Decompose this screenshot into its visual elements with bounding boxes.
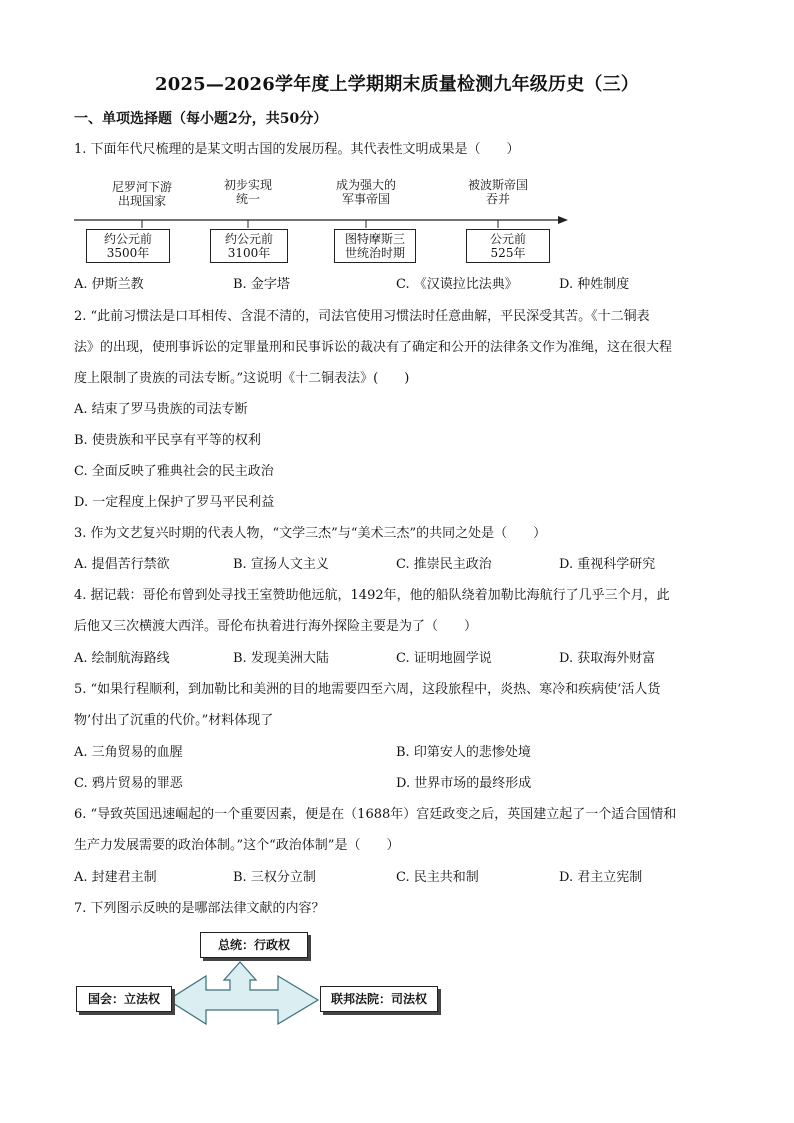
question-4-text-line-1: 4. 据记载：哥伦布曾到处寻找王室赞助他远航，1492年，他的船队绕着加勒比海航行了几乎三个月，此 xyxy=(74,588,670,603)
question-5-text-line-2: 物’付出了沉重的代价。”材料体现了 xyxy=(74,713,274,728)
question-2-text-line-3: 度上限制了贵族的司法专断。”这说明《十二铜表法》( ) xyxy=(74,371,410,386)
q3-option-c: C. 推崇民主政治 xyxy=(396,557,492,572)
q5-option-c: C. 鸦片贸易的罪恶 xyxy=(74,776,183,791)
timeline-event-4-date: 公元前 525年 xyxy=(466,229,550,263)
timeline-event-4-label: 被波斯帝国 吞并 xyxy=(467,178,528,206)
timeline-event-1-label: 尼罗河下游 出现国家 xyxy=(111,180,172,208)
timeline-figure xyxy=(74,170,574,270)
q1-option-d: D. 种姓制度 xyxy=(559,277,630,292)
question-2-text-line-2: 法》的出现，使刑事诉讼的定罪量刑和民事诉讼的裁决有了确定和公开的法律条文作为准绳，这在很大程 xyxy=(74,340,673,355)
q3-option-a: A. 提倡苦行禁欲 xyxy=(74,557,170,572)
q5-option-b: B. 印第安人的悲惨处境 xyxy=(396,745,531,760)
timeline-event-3-date: 图特摩斯三 世统治时期 xyxy=(334,229,416,263)
q2-option-c: C. 全面反映了雅典社会的民主政治 xyxy=(74,464,274,479)
q1-option-c: C. 《汉谟拉比法典》 xyxy=(396,277,518,292)
diagram-box-legislative: 国会：立法权 xyxy=(76,986,172,1012)
q4-option-a: A. 绘制航海路线 xyxy=(74,651,170,666)
q4-option-b: B. 发现美洲大陆 xyxy=(233,651,329,666)
timeline-event-2-date: 约公元前 3100年 xyxy=(210,229,288,263)
q6-option-a: A. 封建君主制 xyxy=(74,870,157,885)
question-7-text: 7. 下列图示反映的是哪部法律文献的内容？ xyxy=(74,901,325,916)
timeline-event-2-label: 初步实现 统一 xyxy=(223,178,272,206)
q6-option-c: C. 民主共和制 xyxy=(396,870,479,885)
q3-option-d: D. 重视科学研究 xyxy=(559,557,656,572)
q4-option-d: D. 获取海外财富 xyxy=(559,651,656,666)
q6-option-b: B. 三权分立制 xyxy=(233,870,316,885)
diagram-box-judicial: 联邦法院：司法权 xyxy=(320,986,438,1012)
q1-option-b: B. 金字塔 xyxy=(233,277,290,292)
question-5-text-line-1: 5. “如果行程顺利，到加勒比和美洲的目的地需要四至六周，这段旅程中，炎热、寒冷和疾病使‘活人货 xyxy=(74,682,661,697)
page-title: 2025—2026学年度上学期期末质量检测九年级历史（三） xyxy=(155,74,639,95)
q2-option-b: B. 使贵族和平民享有平等的权利 xyxy=(74,433,261,448)
question-3-text: 3. 作为文艺复兴时期的代表人物，“文学三杰”与“美术三杰”的共同之处是（ ） xyxy=(74,526,547,541)
q4-option-c: C. 证明地圆学说 xyxy=(396,651,492,666)
diagram-box-executive: 总统：行政权 xyxy=(200,932,308,958)
timeline-event-1-date: 约公元前 3500年 xyxy=(86,229,170,263)
q6-option-d: D. 君主立宪制 xyxy=(559,870,643,885)
q3-option-b: B. 宣扬人文主义 xyxy=(233,557,329,572)
q5-option-d: D. 世界市场的最终形成 xyxy=(396,776,532,791)
question-4-text-line-2: 后他又三次横渡大西洋。哥伦布执着进行海外探险主要是为了（ ） xyxy=(74,619,478,634)
q1-option-a: A. 伊斯兰教 xyxy=(74,277,144,292)
q2-option-d: D. 一定程度上保护了罗马平民利益 xyxy=(74,495,275,510)
q5-option-a: A. 三角贸易的血腥 xyxy=(74,745,183,760)
question-1-text: 1. 下面年代尺梳理的是某文明古国的发展历程。其代表性文明成果是（ ） xyxy=(74,142,520,157)
timeline-event-3-label: 成为强大的 军事帝国 xyxy=(335,178,396,206)
question-6-text-line-2: 生产力发展需要的政治体制。”这个“政治体制”是（ ） xyxy=(74,838,400,853)
q2-option-a: A. 结束了罗马贵族的司法专断 xyxy=(74,402,248,417)
question-2-text-line-1: 2. “此前习惯法是口耳相传、含混不清的，司法官使用习惯法时任意曲解，平民深受其苦。《十二铜表 xyxy=(74,309,650,324)
section-heading: 一、单项选择题（每小题2分，共50分） xyxy=(74,111,328,127)
question-6-text-line-1: 6. “导致英国迅速崛起的一个重要因素，便是在（1688年）宫廷政变之后，英国建立起了一个适合国情和 xyxy=(74,807,677,822)
separation-of-powers-diagram xyxy=(74,928,444,1028)
